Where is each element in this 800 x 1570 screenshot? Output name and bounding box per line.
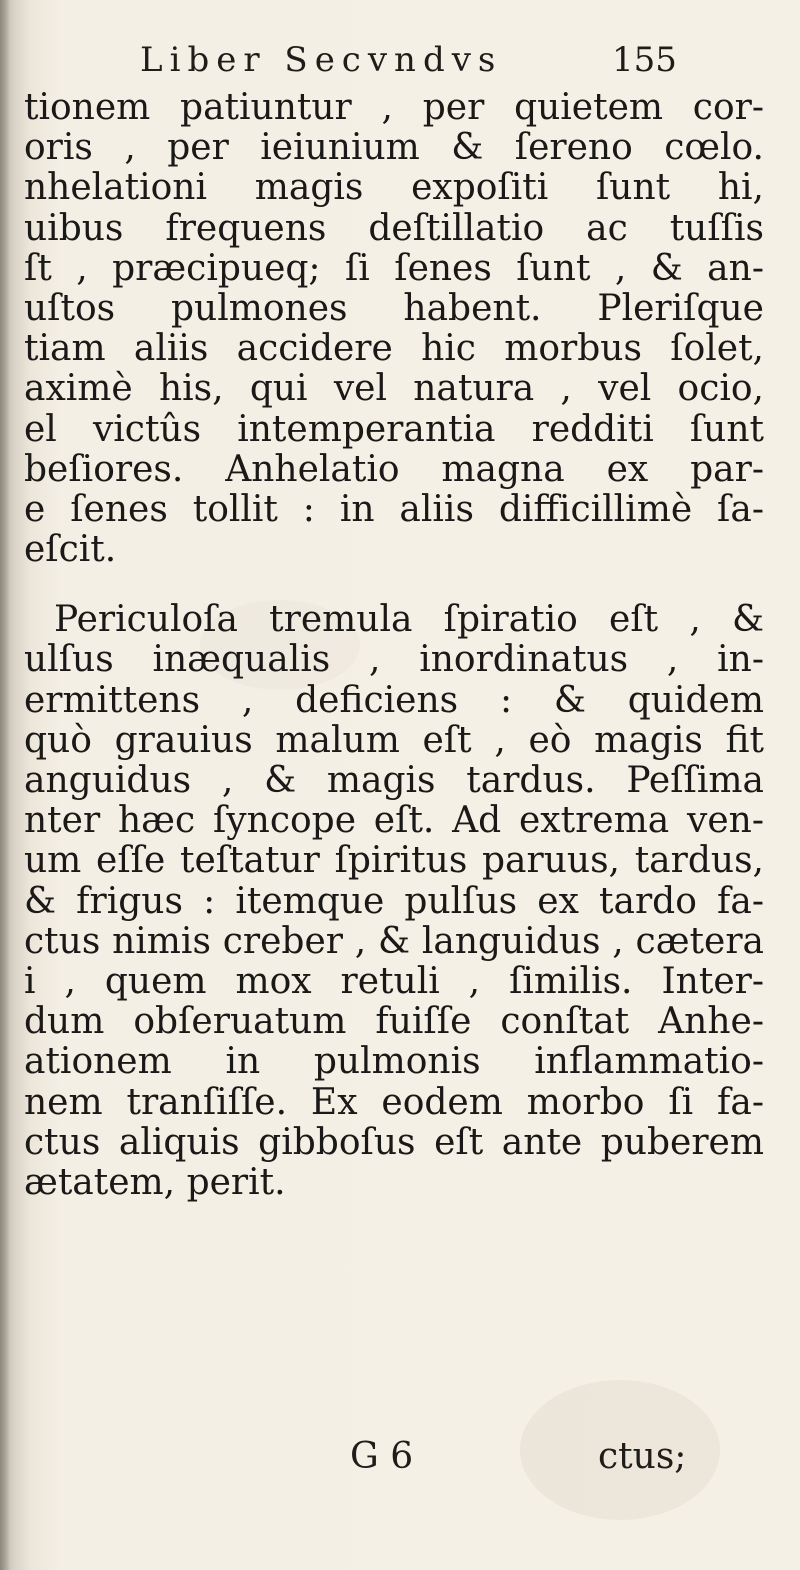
page-header xyxy=(0,32,800,92)
body-text xyxy=(24,88,764,1203)
text-line: ſt , præcipueq; ſi ſenes ſunt , & an- xyxy=(24,248,764,289)
text-line: quò grauius malum eſt , eò magis fit xyxy=(24,720,764,761)
text-line: eſcit. xyxy=(24,530,117,571)
text-line: tiam aliis accidere hic morbus ſolet, xyxy=(24,329,764,370)
text-line: ctus aliquis gibboſus eſt ante puberem xyxy=(24,1122,764,1163)
text-line: oris , per ieiunium & ſereno cœlo. xyxy=(24,128,764,169)
text-line: nter hæc ſyncope eſt. Ad extrema ven- xyxy=(24,801,764,842)
text-line: Periculoſa tremula ſpiratio eſt , & xyxy=(54,600,764,641)
signature-mark: G 6 xyxy=(350,1436,414,1477)
text-line: aximè his, qui vel natura , vel ocio, xyxy=(24,369,764,410)
text-line: nem tranſiſſe. Ex eodem morbo ſi fa- xyxy=(24,1082,764,1123)
page-number: 155 xyxy=(612,40,677,80)
text-line: ermittens , deficiens : & quidem xyxy=(24,680,764,721)
gutter-shadow xyxy=(0,0,10,1570)
text-line: anguidus , & magis tardus. Peſſima xyxy=(24,761,764,801)
text-line: ulſus inæqualis , inordinatus , in- xyxy=(24,640,764,681)
page-footer xyxy=(0,1436,800,1486)
text-line: ætatem, perit. xyxy=(24,1162,286,1203)
text-line: e ſenes tollit : in aliis difficillimè ſa- xyxy=(24,489,764,530)
text-line: beſiores. Anhelatio magna ex par- xyxy=(24,449,764,490)
text-line: uibus frequens deſtillatio ac tuſſis xyxy=(24,208,764,249)
text-line: ctus nimis creber , & languidus , cætera xyxy=(24,921,764,962)
text-line: i , quem mox retuli , ſimilis. Inter- xyxy=(24,961,764,1002)
text-line: el victûs intemperantia redditi ſunt xyxy=(24,409,764,450)
text-line: tionem patiuntur , per quietem cor- xyxy=(24,88,764,128)
text-line: nhelationi magis expoſiti ſunt hi, xyxy=(24,168,764,209)
paragraph-gap xyxy=(24,570,764,600)
catchword: ctus; xyxy=(598,1436,687,1477)
text-line: dum obſeruatum fuiſſe conſtat Anhe- xyxy=(24,1002,764,1043)
text-line: um eſſe teſtatur ſpiritus paruus, tardus, xyxy=(24,841,764,882)
text-line: & frigus : itemque pulſus ex tardo fa- xyxy=(24,881,764,922)
text-line: uſtos pulmones habent. Pleriſque xyxy=(24,288,764,329)
running-head: Liber Secvndvs xyxy=(140,40,503,80)
text-line: ationem in pulmonis inflammatio- xyxy=(24,1042,764,1083)
